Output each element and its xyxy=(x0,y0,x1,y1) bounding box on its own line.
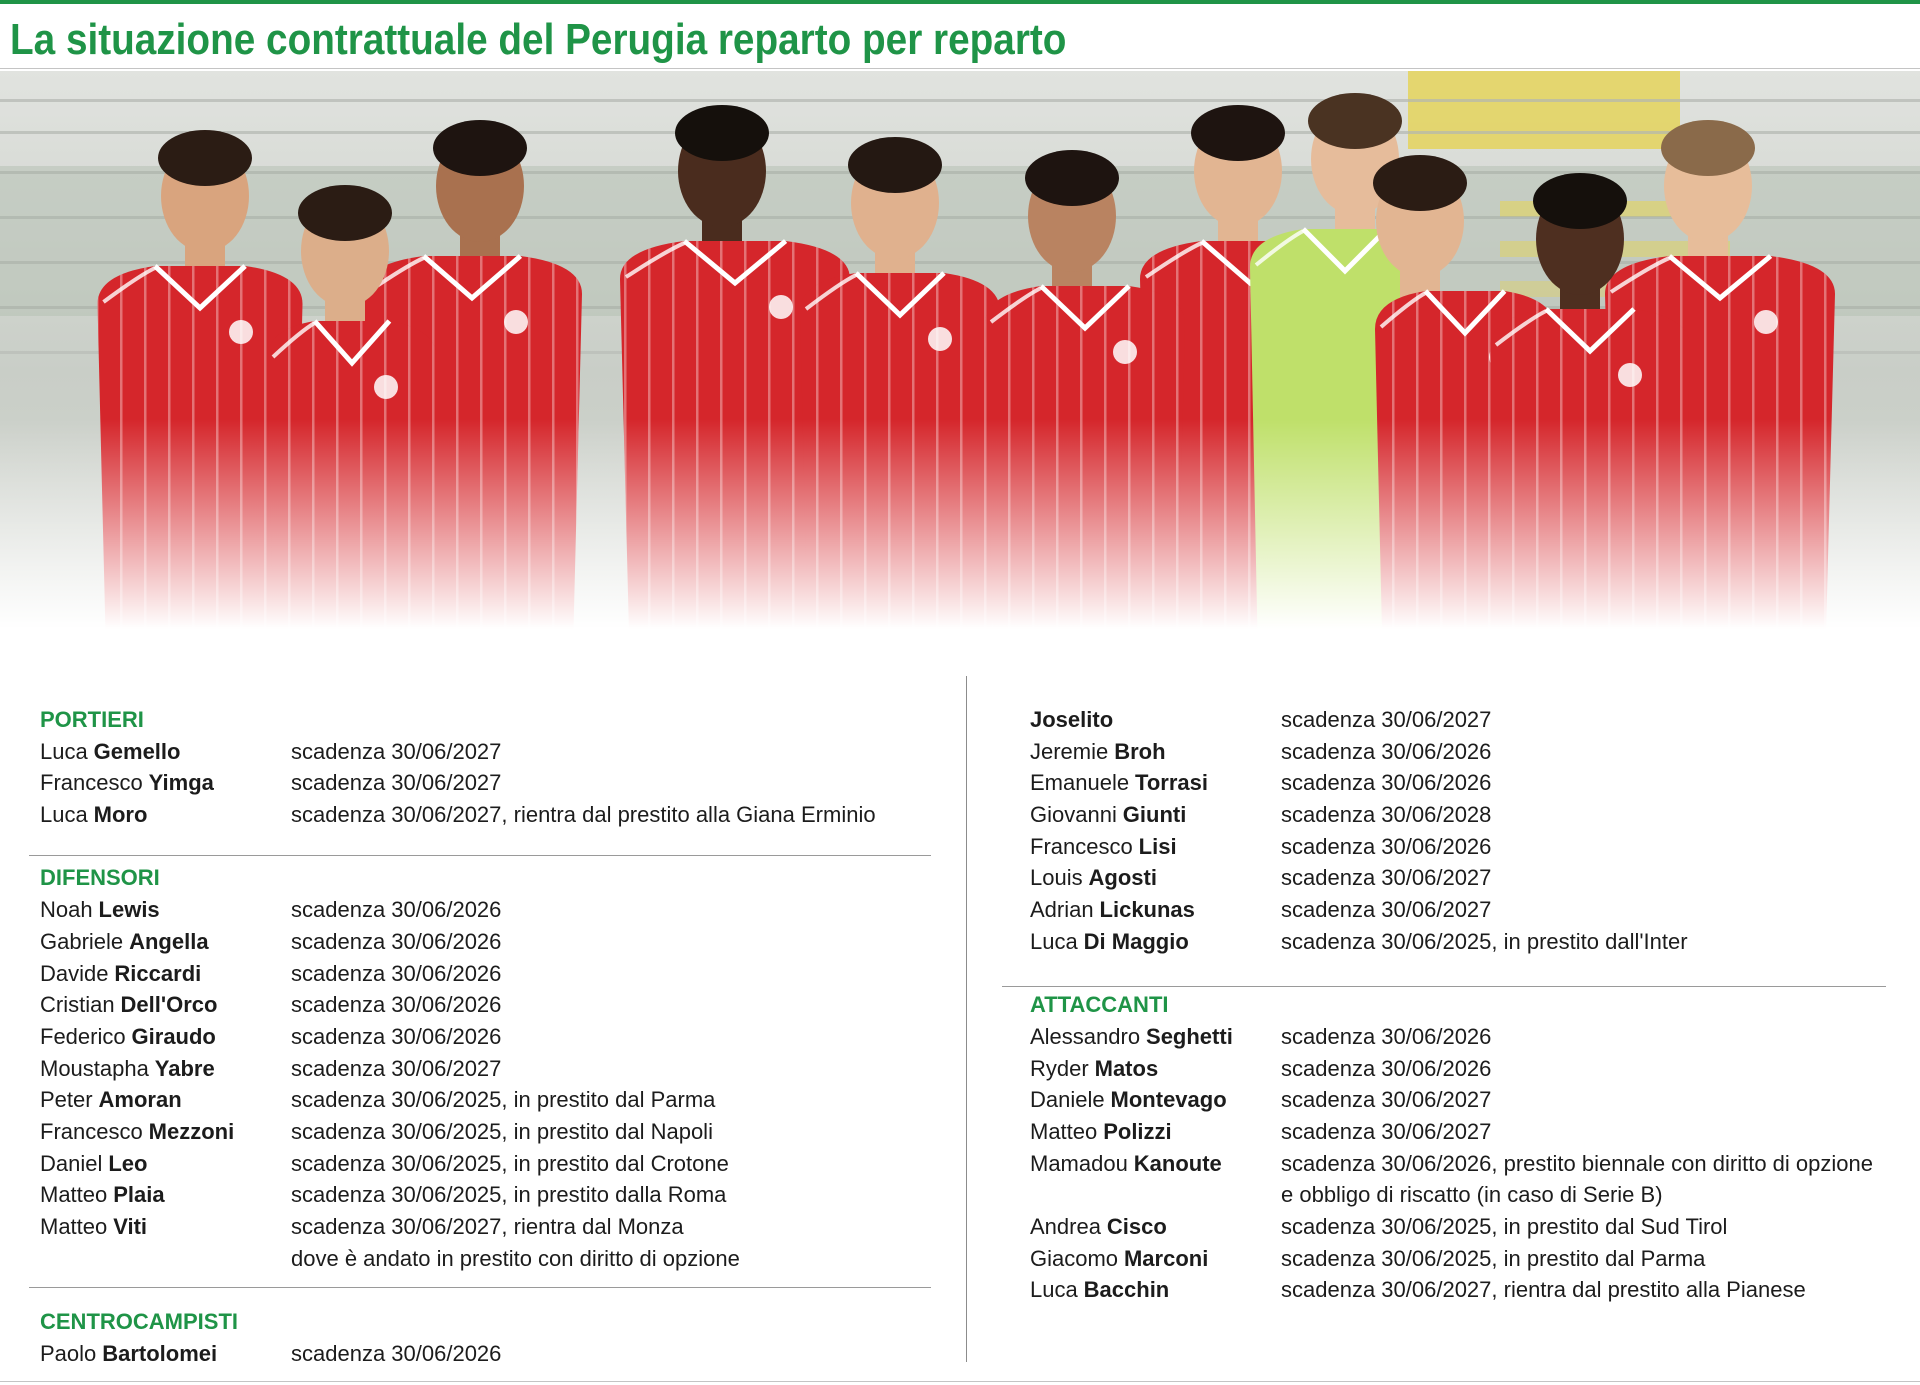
player-row xyxy=(40,989,930,1021)
contract-line: dove è andato in prestito con diritto di opzione xyxy=(291,1245,740,1271)
contract-line: scadenza 30/06/2027 xyxy=(291,1055,502,1081)
player-first-name: Gabriele xyxy=(40,928,124,954)
contract-line: scadenza 30/06/2027, rientra dal prestito alla Pianese xyxy=(1281,1277,1806,1303)
player-row xyxy=(1030,704,1910,736)
player-row xyxy=(1030,1243,1910,1275)
contract-info xyxy=(291,1084,930,1116)
contract-info xyxy=(291,736,930,768)
contract-line: scadenza 30/06/2026 xyxy=(291,1340,502,1366)
player-last-name: Polizzi xyxy=(1103,1118,1172,1144)
contract-info xyxy=(1281,1274,1910,1306)
player-name xyxy=(1030,767,1281,799)
player-last-name: Riccardi xyxy=(114,960,202,986)
contract-line: scadenza 30/06/2027 xyxy=(1281,707,1492,732)
contract-line: scadenza 30/06/2027 xyxy=(1281,865,1492,891)
section-heading: CENTROCAMPISTI xyxy=(40,1309,238,1335)
player-name xyxy=(40,1179,291,1211)
contract-info xyxy=(1281,736,1910,768)
player-first-name: Luca xyxy=(1030,1277,1078,1303)
player-name xyxy=(1030,1053,1281,1085)
contract-info xyxy=(1281,894,1910,926)
contract-line: scadenza 30/06/2025, in prestito dal Crotone xyxy=(291,1150,729,1176)
player-row xyxy=(1030,1084,1910,1116)
player-first-name: Cristian xyxy=(40,992,115,1018)
player-first-name: Davide xyxy=(40,960,109,986)
player-name xyxy=(1030,1084,1281,1116)
player-first-name: Jeremie xyxy=(1030,738,1109,764)
contract-info xyxy=(1281,1243,1910,1275)
player-name xyxy=(40,894,291,926)
section-rule xyxy=(29,855,931,856)
contract-info xyxy=(1281,767,1910,799)
player-row xyxy=(1030,1148,1910,1211)
player-name xyxy=(1030,831,1281,863)
contract-line: scadenza 30/06/2025, in prestito dal Sud Tirol xyxy=(1281,1214,1728,1239)
player-last-name: Plaia xyxy=(113,1182,165,1208)
player-last-name: Yimga xyxy=(148,770,214,796)
player-row xyxy=(40,767,930,799)
contract-line: scadenza 30/06/2026, prestito biennale con diritto di opzione xyxy=(1281,1150,1873,1176)
contract-info xyxy=(1281,704,1910,736)
player-row xyxy=(1030,862,1910,894)
contract-info xyxy=(291,1179,930,1211)
player-row xyxy=(1030,894,1910,926)
contract-info xyxy=(291,1053,930,1085)
player-last-name: Cisco xyxy=(1106,1214,1167,1239)
player-row xyxy=(40,1053,930,1085)
player-name xyxy=(1030,1148,1281,1180)
player-row xyxy=(40,1116,930,1148)
player-name xyxy=(1030,1243,1281,1275)
contract-info xyxy=(1281,799,1910,831)
player-name xyxy=(40,958,291,990)
contract-line: scadenza 30/06/2026 xyxy=(1281,1023,1492,1049)
player-first-name: Luca xyxy=(1030,928,1078,954)
player-first-name: Matteo xyxy=(40,1214,108,1239)
bottom-divider xyxy=(0,1381,1920,1382)
contract-info xyxy=(291,1148,930,1180)
contract-line: scadenza 30/06/2025, in prestito dal Parma xyxy=(291,1087,716,1113)
player-name xyxy=(40,1148,291,1180)
contract-line: scadenza 30/06/2027 xyxy=(291,738,502,764)
photo-fade xyxy=(0,71,1920,671)
player-first-name: Federico xyxy=(40,1023,126,1049)
player-row xyxy=(40,1179,930,1211)
player-last-name: Bartolomei xyxy=(102,1340,218,1366)
player-last-name: Gemello xyxy=(93,738,181,764)
player-name xyxy=(40,1338,291,1370)
player-last-name: Yabre xyxy=(154,1055,215,1081)
player-row xyxy=(40,1084,930,1116)
contract-line: scadenza 30/06/2027 xyxy=(291,770,502,796)
player-first-name: Francesco xyxy=(1030,833,1133,859)
player-first-name: Moustapha xyxy=(40,1055,149,1081)
player-row xyxy=(40,958,930,990)
player-row xyxy=(1030,1116,1910,1148)
player-name xyxy=(1030,1021,1281,1053)
player-row xyxy=(1030,767,1910,799)
contract-info xyxy=(291,1021,930,1053)
player-first-name: Luca xyxy=(40,738,88,764)
column-divider xyxy=(966,676,967,1362)
contract-line: scadenza 30/06/2026 xyxy=(291,897,502,923)
contract-info xyxy=(291,1116,930,1148)
player-first-name: Peter xyxy=(40,1087,93,1113)
player-name xyxy=(40,1021,291,1053)
player-name xyxy=(1030,926,1281,958)
player-first-name: Ryder xyxy=(1030,1055,1089,1081)
player-name xyxy=(40,1211,291,1243)
contract-info xyxy=(291,767,930,799)
contract-line: scadenza 30/06/2025, in prestito dal Parma xyxy=(1281,1245,1706,1271)
player-last-name: Marconi xyxy=(1123,1245,1209,1271)
player-last-name: Lewis xyxy=(98,897,160,923)
player-first-name: Daniel xyxy=(40,1150,103,1176)
player-name xyxy=(1030,704,1281,736)
player-name xyxy=(40,767,291,799)
contract-info xyxy=(1281,862,1910,894)
player-name xyxy=(40,989,291,1021)
player-first-name: Paolo xyxy=(40,1340,97,1366)
player-last-name: Seghetti xyxy=(1146,1023,1233,1049)
contract-info xyxy=(291,1338,930,1370)
player-last-name: Mezzoni xyxy=(148,1118,235,1144)
section-heading: DIFENSORI xyxy=(40,865,160,891)
player-name xyxy=(1030,736,1281,768)
player-name xyxy=(1030,1211,1281,1243)
player-last-name: Leo xyxy=(108,1150,148,1176)
player-first-name: Alessandro xyxy=(1030,1023,1141,1049)
player-last-name: Viti xyxy=(113,1214,148,1239)
player-first-name: Emanuele xyxy=(1030,770,1130,796)
player-first-name: Giacomo xyxy=(1030,1245,1119,1271)
player-row xyxy=(40,926,930,958)
player-last-name: Giunti xyxy=(1122,802,1187,828)
player-last-name: Torrasi xyxy=(1135,770,1208,796)
player-first-name: Louis xyxy=(1030,865,1083,891)
page-title: La situazione contrattuale del Perugia reparto per reparto xyxy=(10,15,1067,64)
contract-line: scadenza 30/06/2026 xyxy=(291,1023,502,1049)
team-photo-illustration xyxy=(0,71,1920,671)
contract-info xyxy=(291,894,930,926)
player-first-name: Andrea xyxy=(1030,1214,1101,1239)
section-separator xyxy=(40,831,930,863)
player-last-name: Bacchin xyxy=(1083,1277,1170,1303)
player-first-name: Adrian xyxy=(1030,897,1094,923)
player-first-name: Francesco xyxy=(40,770,143,796)
contract-info xyxy=(1281,1084,1910,1116)
contract-line: scadenza 30/06/2026 xyxy=(291,992,502,1018)
player-first-name: Francesco xyxy=(40,1118,143,1144)
player-row xyxy=(40,894,930,926)
player-name xyxy=(1030,1274,1281,1306)
contract-line: scadenza 30/06/2027 xyxy=(1281,897,1492,923)
top-accent-bar xyxy=(0,0,1920,4)
player-name xyxy=(40,736,291,768)
player-first-name: Luca xyxy=(40,802,88,828)
player-first-name: Noah xyxy=(40,897,93,923)
contract-info xyxy=(1281,1211,1910,1243)
contract-line: scadenza 30/06/2027, rientra dal Monza xyxy=(291,1214,684,1239)
player-name xyxy=(40,1084,291,1116)
player-row xyxy=(1030,1021,1910,1053)
contract-line: scadenza 30/06/2025, in prestito dalla Roma xyxy=(291,1182,727,1208)
player-last-name: Agosti xyxy=(1088,865,1157,891)
player-name xyxy=(40,926,291,958)
contract-info xyxy=(1281,1021,1910,1053)
player-first-name: Matteo xyxy=(40,1182,108,1208)
player-row xyxy=(1030,831,1910,863)
section-rule xyxy=(29,1287,931,1288)
player-last-name: Dell'Orco xyxy=(120,992,218,1018)
player-last-name: Montevago xyxy=(1110,1087,1227,1113)
player-name xyxy=(40,799,291,831)
player-row xyxy=(1030,1274,1910,1306)
player-row xyxy=(40,1338,930,1370)
contract-line: scadenza 30/06/2026 xyxy=(291,928,502,954)
team-photo xyxy=(0,71,1920,671)
section-rule xyxy=(1002,986,1886,987)
player-first-name: Daniele xyxy=(1030,1087,1105,1113)
player-last-name: Joselito xyxy=(1030,707,1114,732)
player-last-name: Amoran xyxy=(98,1087,182,1113)
player-name xyxy=(40,1053,291,1085)
contract-line: scadenza 30/06/2027, rientra dal prestito alla Giana Erminio xyxy=(291,802,876,828)
player-last-name: Broh xyxy=(1114,738,1166,764)
contract-info xyxy=(1281,1116,1910,1148)
contract-line: scadenza 30/06/2027 xyxy=(1281,1118,1492,1144)
title-divider xyxy=(0,68,1920,69)
player-first-name: Mamadou xyxy=(1030,1150,1128,1176)
player-last-name: Angella xyxy=(129,928,209,954)
player-last-name: Moro xyxy=(93,802,148,828)
player-first-name: Matteo xyxy=(1030,1118,1098,1144)
contract-line: scadenza 30/06/2028 xyxy=(1281,802,1492,828)
player-row xyxy=(1030,1053,1910,1085)
contract-line: e obbligo di riscatto (in caso di Serie B) xyxy=(1281,1182,1663,1208)
player-last-name: Kanoute xyxy=(1133,1150,1222,1176)
player-row xyxy=(1030,1211,1910,1243)
contract-info xyxy=(1281,831,1910,863)
player-row xyxy=(40,1021,930,1053)
contract-info xyxy=(291,799,930,831)
player-name xyxy=(1030,862,1281,894)
player-last-name: Di Maggio xyxy=(1083,928,1189,954)
contract-info xyxy=(1281,1053,1910,1085)
player-row xyxy=(1030,799,1910,831)
player-name xyxy=(40,1116,291,1148)
contract-line: scadenza 30/06/2026 xyxy=(291,960,502,986)
player-row xyxy=(40,1211,930,1274)
contract-line: scadenza 30/06/2025, in prestito dal Napoli xyxy=(291,1118,713,1144)
contract-line: scadenza 30/06/2026 xyxy=(1281,833,1492,859)
player-name xyxy=(1030,1116,1281,1148)
contract-line: scadenza 30/06/2025, in prestito dall'Inter xyxy=(1281,928,1688,954)
section-separator xyxy=(40,1274,930,1306)
player-name xyxy=(1030,799,1281,831)
player-last-name: Lisi xyxy=(1138,833,1177,859)
player-row xyxy=(40,1148,930,1180)
section-separator xyxy=(1030,958,1910,990)
contract-line: scadenza 30/06/2026 xyxy=(1281,770,1492,796)
contract-info xyxy=(291,958,930,990)
player-first-name: Giovanni xyxy=(1030,802,1117,828)
contract-info xyxy=(1281,926,1910,958)
player-last-name: Lickunas xyxy=(1099,897,1195,923)
contract-line: scadenza 30/06/2026 xyxy=(1281,1055,1492,1081)
contract-line: scadenza 30/06/2027 xyxy=(1281,1087,1492,1113)
contract-line: scadenza 30/06/2026 xyxy=(1281,738,1492,764)
player-last-name: Giraudo xyxy=(131,1023,216,1049)
section-heading: PORTIERI xyxy=(40,707,144,732)
player-row xyxy=(1030,926,1910,958)
player-row xyxy=(1030,736,1910,768)
player-row xyxy=(40,736,930,768)
contract-info xyxy=(291,1211,930,1274)
contract-info xyxy=(291,926,930,958)
player-name xyxy=(1030,894,1281,926)
contracts-column-left xyxy=(40,704,930,1369)
section-heading: ATTACCANTI xyxy=(1030,992,1169,1018)
player-last-name: Matos xyxy=(1094,1055,1159,1081)
player-row xyxy=(40,799,930,831)
contract-info xyxy=(1281,1148,1910,1211)
contract-info xyxy=(291,989,930,1021)
contracts-column-right xyxy=(1030,704,1910,1306)
